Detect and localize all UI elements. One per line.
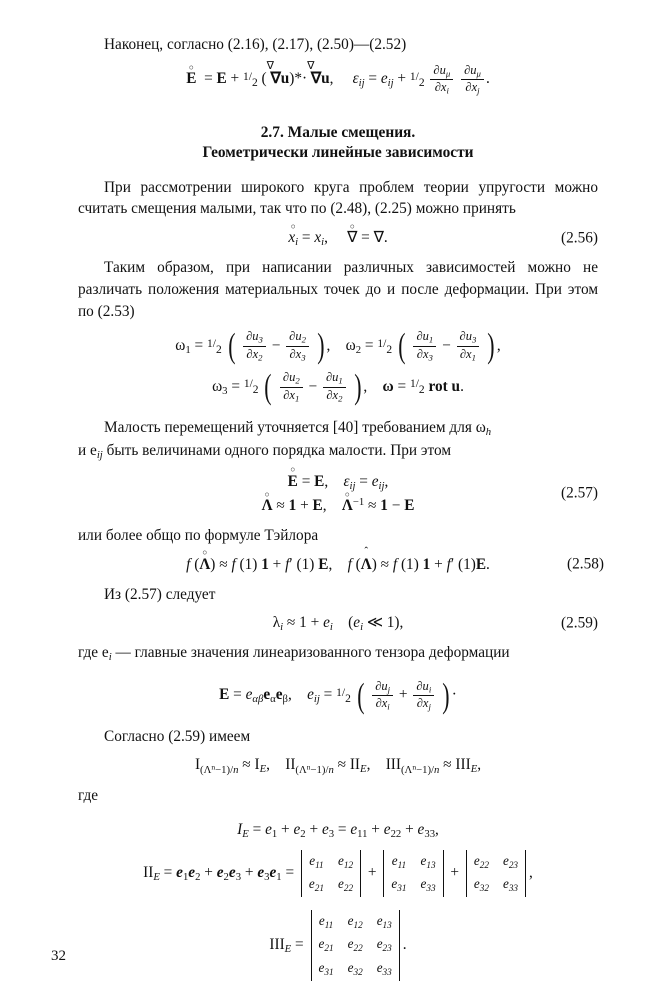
paragraph-smallness-part2: и e [78, 442, 97, 460]
equation-2-59: $\lambda_i \approx 1 + e_i$ ($e_i$ ≪ 1), (2.59) [272, 614, 598, 634]
page-content [78, 34, 604, 981]
paragraph-smallness: Малость перемещений уточняется [40] требованием для $\omega_h$ и $e_{ij}$ быть величинами одного порядка малости. При этом [78, 419, 492, 462]
equation-number-2-56: (2.56) [561, 229, 598, 247]
paragraph-from-257: Из (2.57) следует [104, 585, 216, 603]
equation-number-2-58: (2.58) [567, 555, 604, 573]
paragraph-material-points: Таким образом, при написании различных зависимостей можно не различать положения материальных точек до и после деформации. При этом по (2.53) [78, 259, 598, 320]
paragraph-intro: Наконец, согласно (2.16), (2.17), (2.50)—(2.52) [104, 36, 407, 53]
equation-number-2-59: (2.59) [561, 614, 598, 632]
determinant-2x2-b: $e_{11}$ $e_{13}$ $e_{31}$ $e_{33}$ [383, 850, 443, 897]
paragraph-according-259: Согласно (2.59) имеем [104, 727, 251, 745]
paragraph-where: где [78, 786, 99, 804]
equation-invariant-I: $I_E = e_1 + e_2 + e_3 = e_{11} + e_{22} + e_{33}$, [237, 821, 439, 841]
equation-rotations-line1: $\omega_1 = ^{1/2}$ ( $\frac{\partial u_3}{\partial x_2}$ − $\frac{\partial u_2}{\partial x_3}$ ) , $\omega_2 = ^{1/2}$ ( $\frac{\partial u_1}{\partial x_3}$ − $\frac{\partial u_3}{\partial x_1}$ ) , [175, 326, 501, 366]
equation-invariant-III: $III_E$ = $e_{11}$ $e_{12}$ $e_{13}$ $e_{21}$ $e_{22}$ $e_{23}$ $e_{31}$ $e_{32}$ $e_{33}$ . [78, 910, 598, 981]
equation-strain-definition: ○ E = E + $^{1/2}$ ( ∇ ∇u)*· ∇ ∇u, $\varepsilon_{ij} = e_{ij} + ^{1/2}$ $\frac{\partial u_\mu}{\partial x_i}$ $\frac{\partial u_\mu}{\partial x_j}$ . [186, 60, 490, 96]
paragraph-taylor: или более общо по формуле Тэйлора [78, 526, 319, 544]
equation-2-57: ○ E = E, $\varepsilon_{ij} = e_{ij}$, ○ Λ ≈ 1 + E, ○ $\Lambda^{-1} \approx 1 - E$ (2.57) [261, 465, 598, 514]
paragraph-principal-values-part1: где e [78, 644, 109, 662]
section-subtitle: Геометрически линейные зависимости [202, 144, 474, 162]
equation-rotations-line2: $\omega_3 = ^{1/2}$ ( $\frac{\partial u_2}{\partial x_1}$ − $\frac{\partial u_1}{\partial x_2}$ ) , ω = $^{1/2}$ rot u. [212, 367, 464, 407]
equation-2-58: f ○ (Λ) ≈ f (1) 1 + f′ (1) E, f (Λ) ≈ f (1) 1 + f′ (1)E. (2.58) [78, 554, 598, 577]
paragraph-smallness-part3: быть величинами одного порядка малости. При этом [106, 442, 451, 460]
paragraph-principal-values: где $e_i$ — главные значения линеаризованного тензора деформации [78, 644, 510, 664]
determinant-2x2-c: $e_{22}$ $e_{23}$ $e_{32}$ $e_{33}$ [466, 850, 526, 897]
determinant-2x2-a: $e_{11}$ $e_{12}$ $e_{21}$ $e_{22}$ [301, 850, 361, 897]
paragraph-small-displacements: При рассмотрении широкого круга проблем теории упругости можно считать смещения малыми, так что по (2.48), (2.25) можно принять [78, 178, 598, 218]
paragraph-smallness-part1: Малость перемещений уточняется [40] требованием для ω [104, 419, 486, 437]
section-title: 2.7. Малые смещения. [260, 123, 416, 141]
page-number: 32 [51, 948, 66, 964]
equation-invariants: $I_{(\Lambda^n-1)/n} \approx I_E$, $II_{(\Lambda^n-1)/n} \approx II_E$, $III_{(\Lambda^n-1)/n} \approx III_E$, [194, 756, 482, 776]
determinant-3x3: $e_{11}$ $e_{12}$ $e_{13}$ $e_{21}$ $e_{22}$ $e_{23}$ $e_{31}$ $e_{32}$ $e_{33}$ [311, 910, 400, 981]
paragraph-principal-values-part2: — главные значения линеаризованного тензора деформации [115, 644, 510, 662]
equation-2-56: ○ $x_i = x_i$, ○ ∇ = ∇. (2.56) [288, 221, 598, 249]
equation-number-2-57: (2.57) [561, 484, 598, 502]
equation-tensor-E: $E = e_{\alpha\beta}e_\alpha e_\beta$, $e_{ij} = ^{1/2}$ ( $\frac{\partial u_j}{\partial x_i}$ + $\frac{\partial u_i}{\partial x_j}$ ) · [219, 675, 457, 715]
equation-invariant-II: $II_E = e_1e_2 + e_2e_3 + e_3e_1$ = $e_{11}$ $e_{12}$ $e_{21}$ $e_{22}$ + $e_{11}$ $e_{13}$ $e_{31}$ $e_{33}$ + $e_{22}$ $e_{23}$ $e_{32}$ $e_{33}$ , [78, 850, 598, 897]
